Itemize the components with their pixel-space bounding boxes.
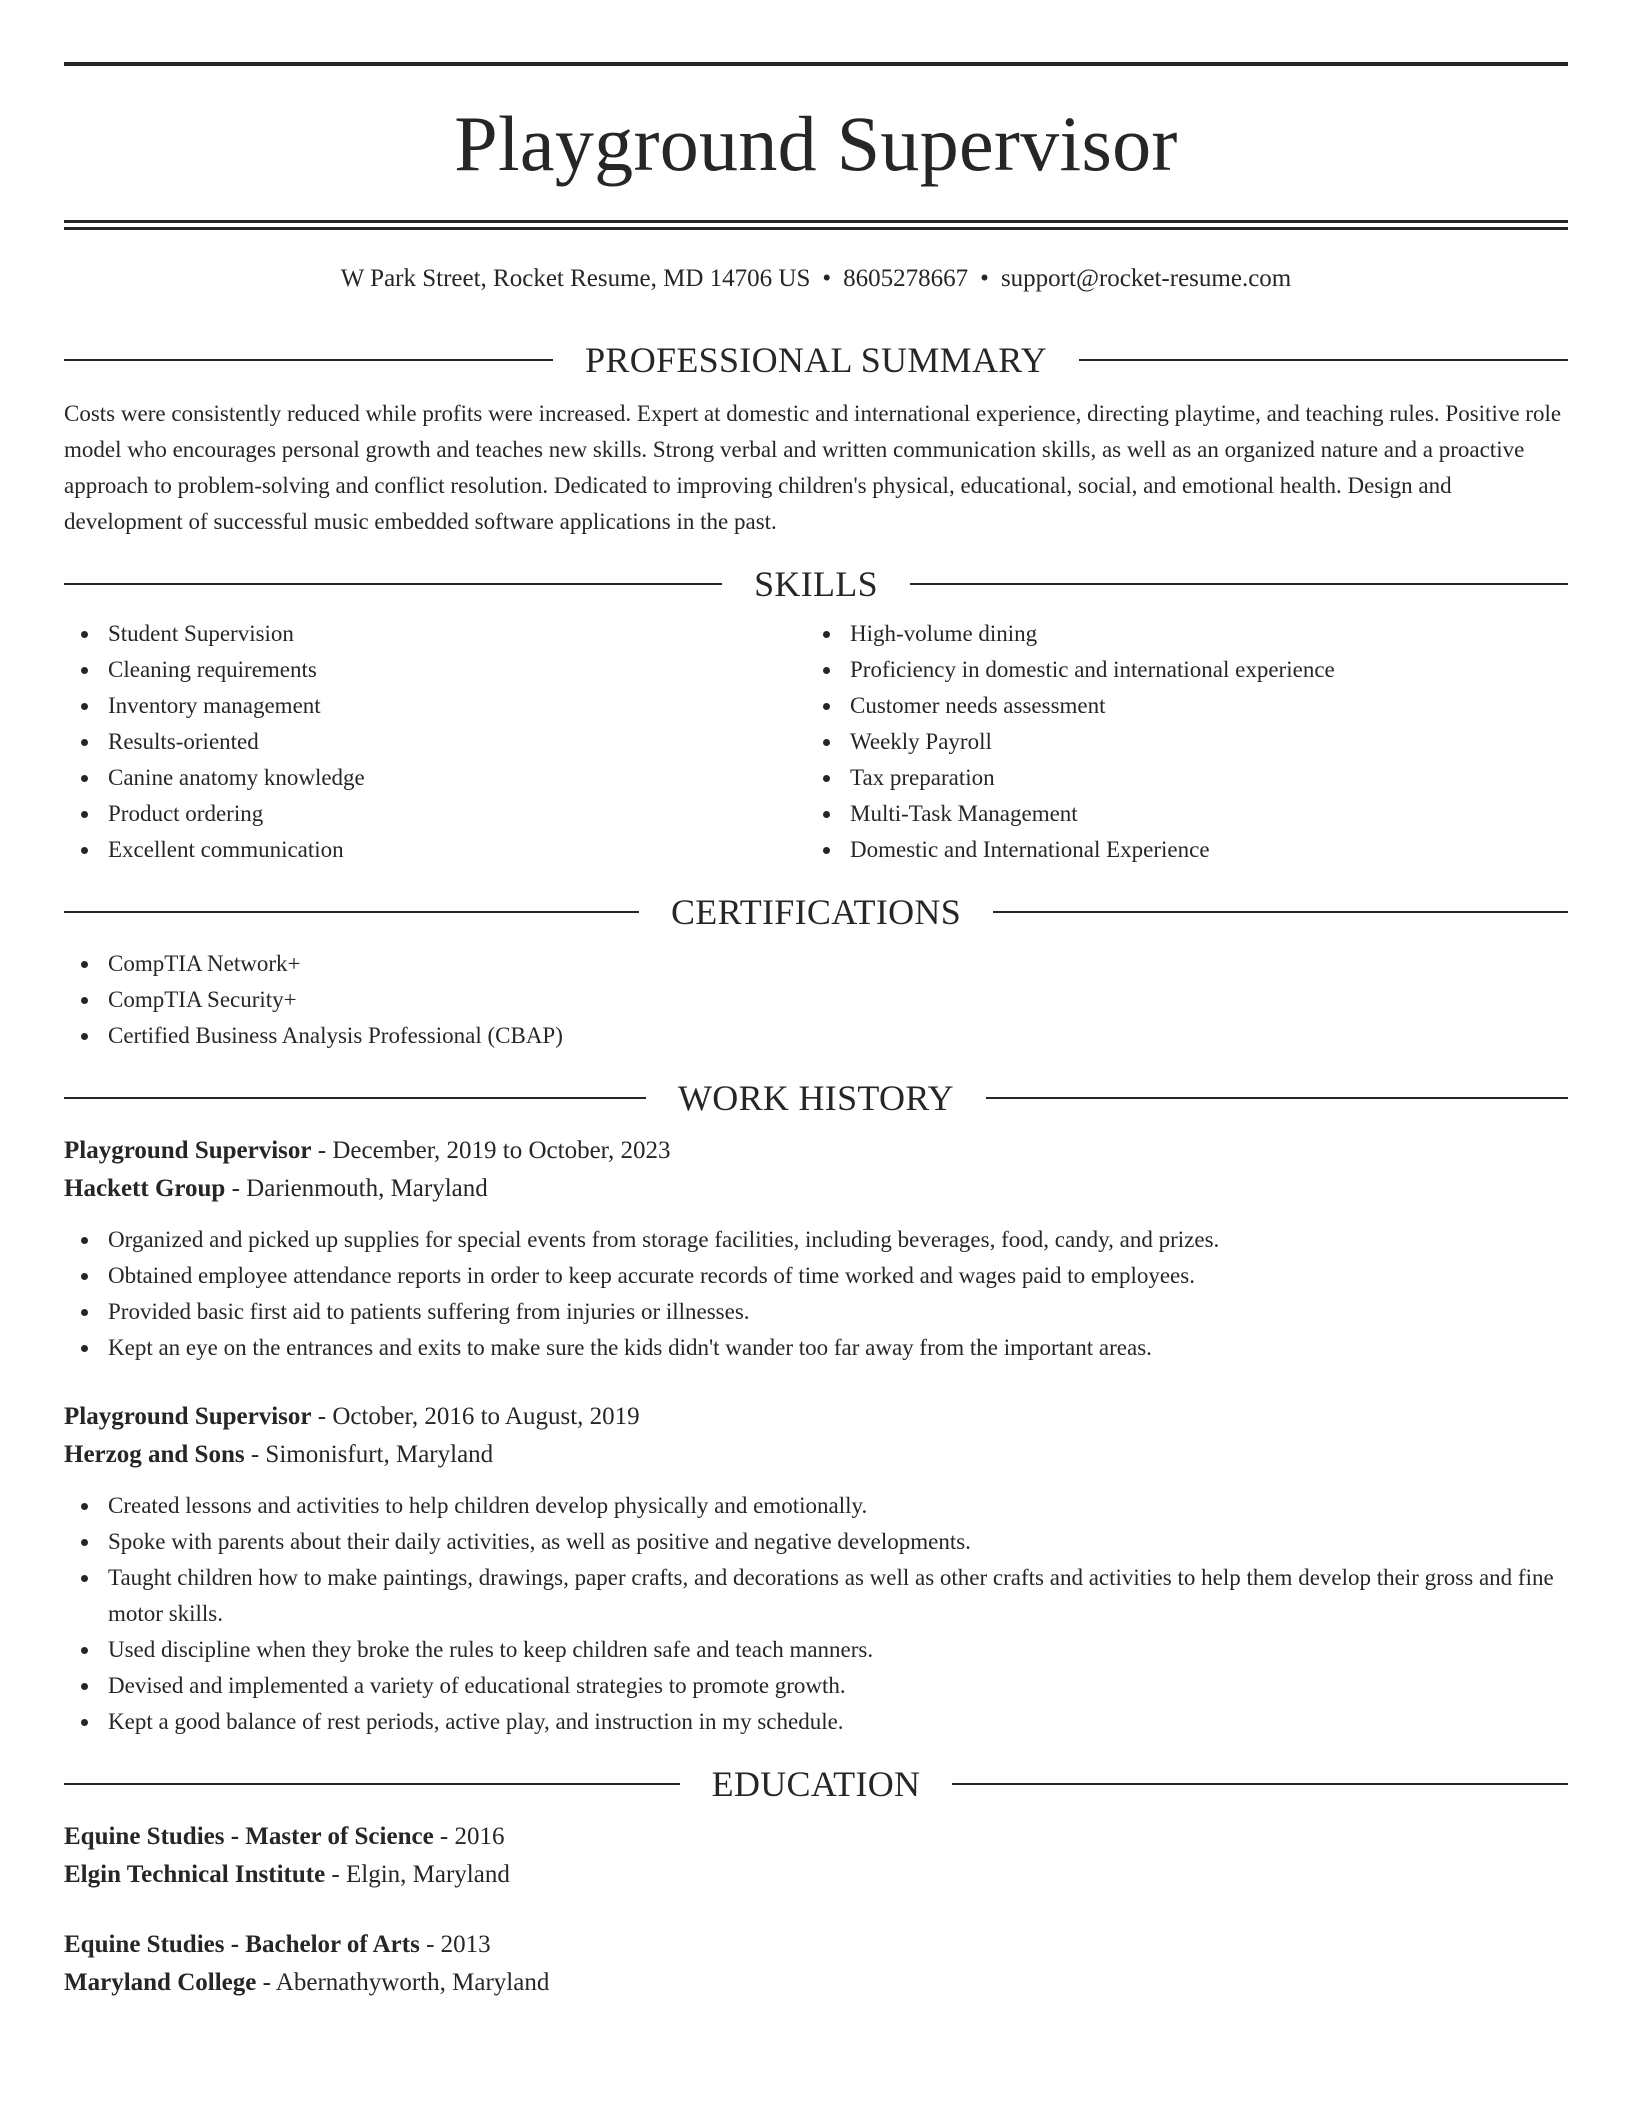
job-title-line (64, 1398, 1568, 1436)
skill-item: Product ordering (64, 796, 806, 832)
skill-item: Customer needs assessment (806, 688, 1548, 724)
job-duties-list (64, 1488, 1568, 1740)
job-company: Herzog and Sons (64, 1441, 245, 1468)
job-title-line (64, 1132, 1568, 1170)
skill-item: Cleaning requirements (64, 652, 806, 688)
job-title: Playground Supervisor (64, 1403, 312, 1430)
education-school-line (64, 1856, 1568, 1894)
job-duty: Kept an eye on the entrances and exits to make sure the kids didn't wander too far away from the important areas. (64, 1330, 1568, 1366)
header-top-rule (64, 62, 1568, 66)
job-duty: Obtained employee attendance reports in order to keep accurate records of time worked and wages paid to employees. (64, 1258, 1568, 1294)
skill-item: Multi-Task Management (806, 796, 1548, 832)
contact-line (64, 264, 1568, 294)
certification-item: Certified Business Analysis Professional (CBAP) (64, 1018, 1568, 1054)
job-duty: Spoke with parents about their daily activities, as well as positive and negative developments. (64, 1524, 1568, 1560)
skill-item: Excellent communication (64, 832, 806, 868)
job-company-line (64, 1170, 1568, 1208)
education-school: Maryland College (64, 1969, 257, 1996)
skill-item: High-volume dining (806, 616, 1548, 652)
education-location: - Elgin, Maryland (325, 1861, 510, 1888)
section-header-summary (64, 338, 1568, 382)
section-title-certifications: CERTIFICATIONS (670, 892, 962, 932)
section-header-work (64, 1076, 1568, 1120)
job-company-line (64, 1436, 1568, 1474)
job-duty: Used discipline when they broke the rules to keep children safe and teach manners. (64, 1632, 1568, 1668)
job-location: - Darienmouth, Maryland (225, 1175, 488, 1202)
section-rule (986, 1097, 1568, 1099)
contact-address: W Park Street, Rocket Resume, MD 14706 US (340, 265, 811, 292)
job-duty: Devised and implemented a variety of educational strategies to promote growth. (64, 1668, 1568, 1704)
section-header-skills (64, 562, 1568, 606)
job-title: Playground Supervisor (64, 1137, 312, 1164)
section-title-summary: PROFESSIONAL SUMMARY (585, 340, 1047, 380)
skills-list-left (64, 616, 806, 868)
header-double-rule (64, 220, 1568, 230)
education-year: - 2013 (419, 1931, 491, 1958)
job-duties-list (64, 1222, 1568, 1366)
skill-item: Canine anatomy knowledge (64, 760, 806, 796)
job-duty: Kept a good balance of rest periods, active play, and instruction in my schedule. (64, 1704, 1568, 1740)
contact-separator: • (822, 265, 832, 292)
section-rule (910, 583, 1568, 585)
section-rule (64, 911, 639, 913)
education-year: - 2016 (433, 1823, 505, 1850)
education-entry (64, 1926, 1568, 2002)
section-rule (993, 911, 1568, 913)
section-rule (64, 1783, 680, 1785)
skill-item: Student Supervision (64, 616, 806, 652)
job-duty: Created lessons and activities to help children develop physically and emotionally. (64, 1488, 1568, 1524)
job-duty: Organized and picked up supplies for special events from storage facilities, including beverages, food, candy, and prizes. (64, 1222, 1568, 1258)
skill-item: Proficiency in domestic and international experience (806, 652, 1548, 688)
skills-list-right (806, 616, 1548, 868)
section-header-certifications (64, 890, 1568, 934)
skill-item: Inventory management (64, 688, 806, 724)
section-rule (952, 1783, 1568, 1785)
certification-item: CompTIA Network+ (64, 946, 1568, 982)
skills-columns (64, 616, 1568, 868)
skill-item: Tax preparation (806, 760, 1548, 796)
education-degree-line (64, 1926, 1568, 1964)
certification-item: CompTIA Security+ (64, 982, 1568, 1018)
resume-content (64, 62, 1568, 2002)
candidate-name: Playground Supervisor (454, 100, 1178, 187)
section-rule (1079, 359, 1568, 361)
contact-phone: 8605278667 (843, 265, 969, 292)
certifications-list (64, 946, 1568, 1054)
education-degree-line (64, 1818, 1568, 1856)
education-degree: Equine Studies - Master of Science (64, 1823, 434, 1850)
section-header-education (64, 1762, 1568, 1806)
job-duty: Taught children how to make paintings, drawings, paper crafts, and decorations as well as other crafts and activities to help them develop their gross and fine motor skills. (64, 1560, 1568, 1632)
job-company: Hackett Group (64, 1175, 226, 1202)
education-location: - Abernathyworth, Maryland (256, 1969, 550, 1996)
section-title-work: WORK HISTORY (678, 1078, 954, 1118)
section-rule (64, 583, 722, 585)
contact-email: support@rocket-resume.com (1000, 265, 1292, 292)
section-rule (64, 1097, 646, 1099)
job-entry (64, 1132, 1568, 1366)
education-school: Elgin Technical Institute (64, 1861, 326, 1888)
section-title-skills: SKILLS (754, 564, 878, 604)
job-location: - Simonisfurt, Maryland (244, 1441, 494, 1468)
skill-item: Weekly Payroll (806, 724, 1548, 760)
skill-item: Results-oriented (64, 724, 806, 760)
job-duty: Provided basic first aid to patients suffering from injuries or illnesses. (64, 1294, 1568, 1330)
skill-item: Domestic and International Experience (806, 832, 1548, 868)
job-dates: - December, 2019 to October, 2023 (311, 1137, 671, 1164)
job-entry (64, 1398, 1568, 1740)
section-title-education: EDUCATION (711, 1764, 921, 1804)
job-dates: - October, 2016 to August, 2019 (311, 1403, 640, 1430)
education-entry (64, 1818, 1568, 1894)
summary-text: Costs were consistently reduced while profits were increased. Expert at domestic and international experience, directing playtime, and teaching rules. Positive role model who encourages personal growth and teaches new skills. Strong verbal and written communication skills, as well as an organized nature and a proactive approach to problem-solving and conflict resolution. Dedicated to improving children's physical, educational, social, and emotional health. Design and development of successful music embedded software applications in the past. (64, 401, 1562, 534)
section-rule (64, 359, 553, 361)
education-degree: Equine Studies - Bachelor of Arts (64, 1931, 420, 1958)
contact-separator: • (980, 265, 989, 292)
education-school-line (64, 1964, 1568, 2002)
